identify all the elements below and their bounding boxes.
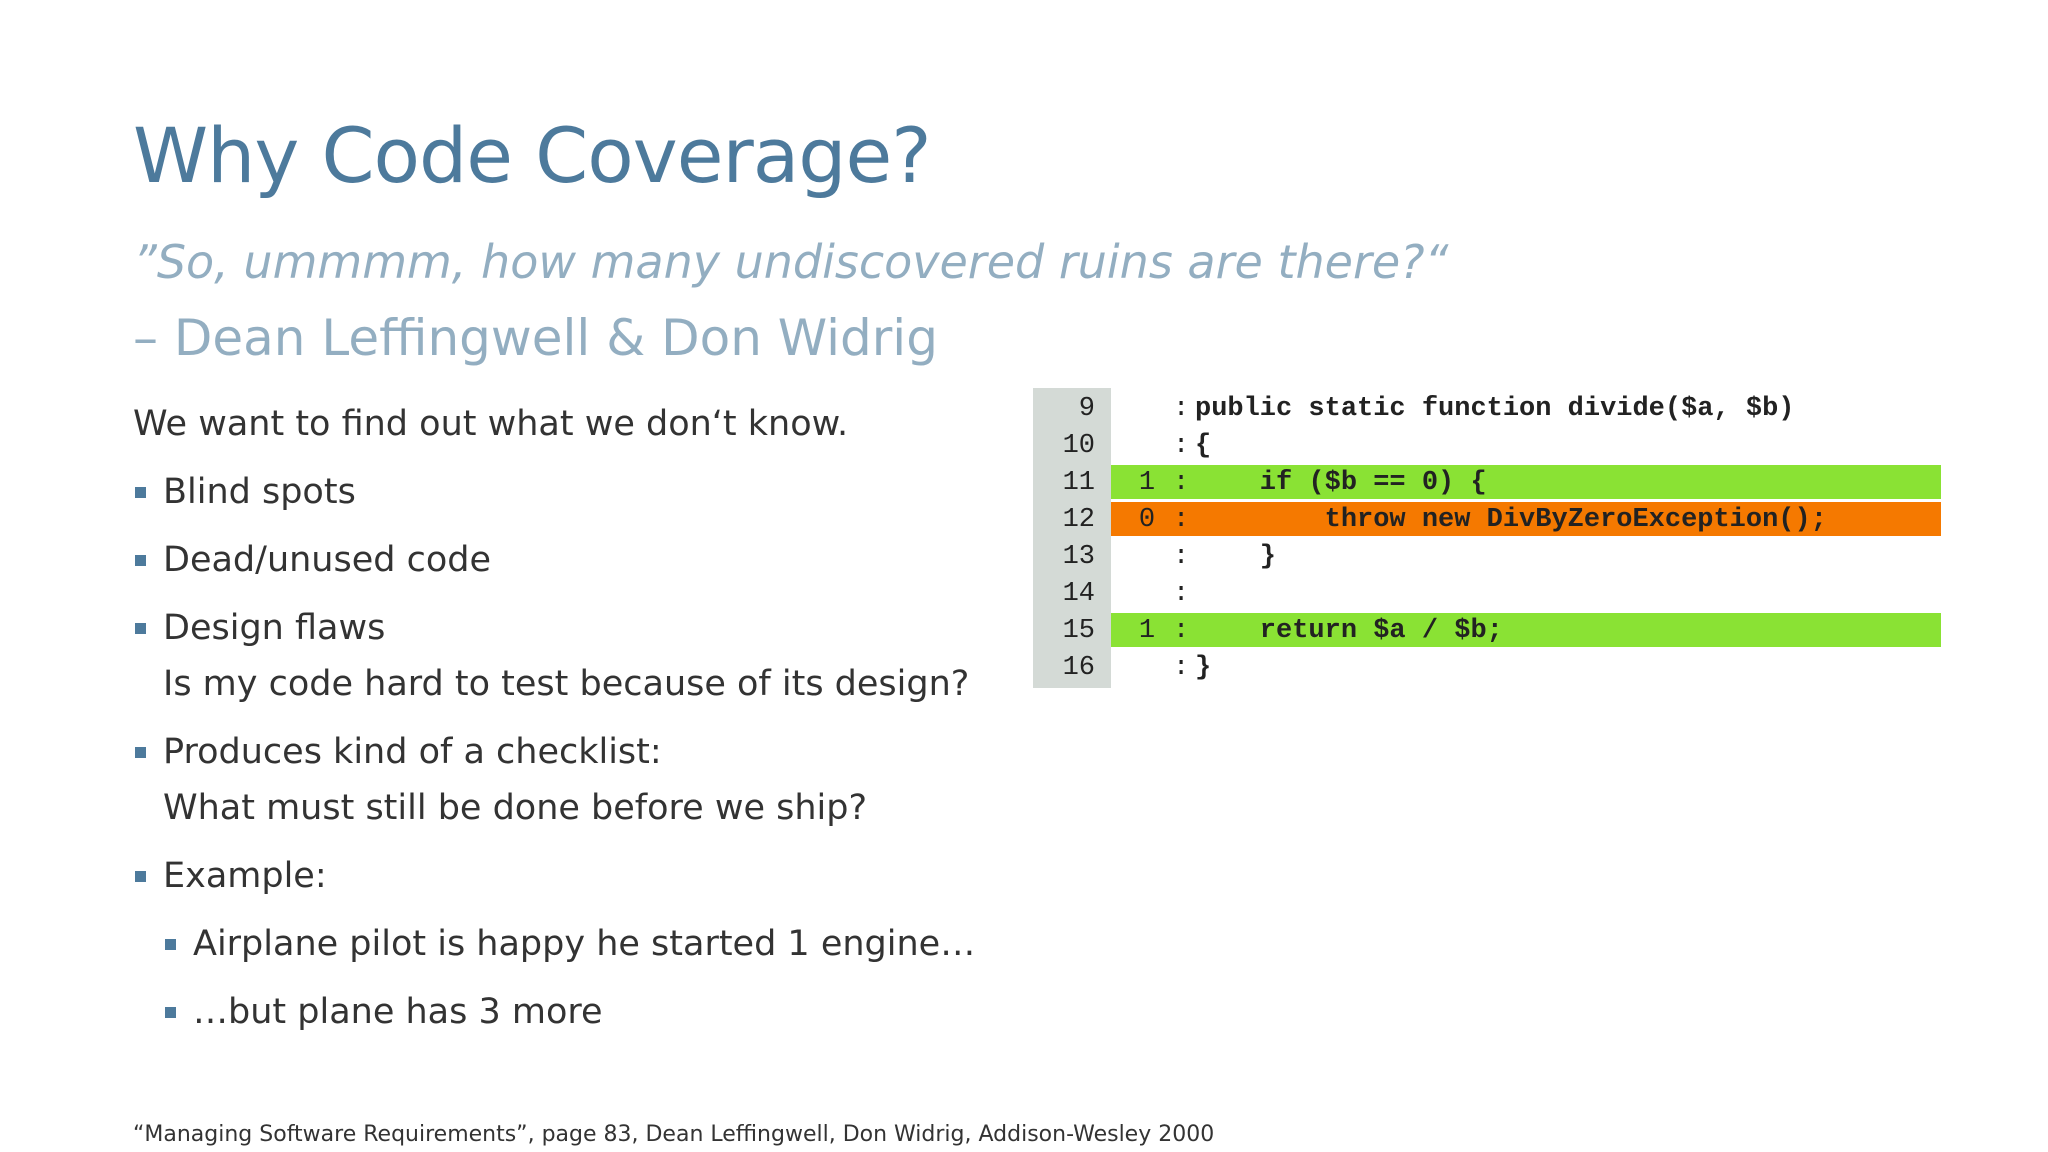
line-number: 10 bbox=[1062, 431, 1095, 461]
bullet-square-icon bbox=[165, 1007, 176, 1018]
separator-colon: : bbox=[1173, 579, 1190, 609]
bullet-square-icon bbox=[135, 871, 146, 882]
separator-colon: : bbox=[1173, 505, 1190, 535]
intro-text: We want to find out what we don‘t know. bbox=[133, 404, 849, 444]
bullet-item bbox=[133, 468, 1013, 516]
separator-colon: : bbox=[1173, 468, 1190, 498]
sub-bullet-text: …but plane has 3 more bbox=[193, 992, 603, 1032]
source-code: return $a / $b; bbox=[1195, 616, 1503, 646]
separator-colon: : bbox=[1173, 616, 1190, 646]
line-number: 14 bbox=[1062, 579, 1095, 609]
separator-colon: : bbox=[1173, 542, 1190, 572]
bullet-item bbox=[133, 852, 1013, 900]
bullet-text: Example: bbox=[163, 856, 327, 896]
bullet-square-icon bbox=[135, 555, 146, 566]
separator-colon: : bbox=[1173, 394, 1190, 424]
line-number: 11 bbox=[1062, 468, 1095, 498]
bullet-text: Design flaws bbox=[163, 608, 386, 648]
hit-count: 1 bbox=[1138, 468, 1156, 498]
line-number: 15 bbox=[1062, 616, 1095, 646]
code-line bbox=[1033, 613, 1943, 647]
line-number: 9 bbox=[1078, 394, 1095, 424]
line-number: 12 bbox=[1062, 505, 1095, 535]
bullet-item bbox=[133, 728, 1013, 832]
code-line bbox=[1033, 465, 1943, 499]
bullet-square-icon bbox=[135, 623, 146, 634]
sub-bullet-item bbox=[163, 920, 1013, 968]
line-number: 13 bbox=[1062, 542, 1095, 572]
separator-colon: : bbox=[1173, 431, 1190, 461]
hit-count: 0 bbox=[1138, 505, 1156, 535]
source-code: { bbox=[1195, 431, 1212, 461]
slide-quote: ”So, ummmm, how many undiscovered ruins are there?“ bbox=[133, 235, 1449, 289]
code-line bbox=[1033, 502, 1943, 536]
bullet-text: Blind spots bbox=[163, 472, 356, 512]
source-code: if ($b == 0) { bbox=[1195, 468, 1487, 498]
source-code: public static function divide($a, $b) bbox=[1195, 394, 1795, 424]
footnote-citation: “Managing Software Requirements”, page 83, Dean Leffingwell, Don Widrig, Addison-Wesley 2000 bbox=[133, 1122, 1215, 1147]
code-line bbox=[1033, 650, 1943, 684]
bullet-text: Produces kind of a checklist: bbox=[163, 732, 662, 772]
source-code: throw new DivByZeroException(); bbox=[1195, 505, 1827, 535]
bullet-item bbox=[133, 536, 1013, 584]
line-number: 16 bbox=[1062, 653, 1095, 683]
sub-bullet-item bbox=[163, 988, 1013, 1036]
source-code: } bbox=[1195, 653, 1212, 683]
bullet-continuation: Is my code hard to test because of its design? bbox=[163, 664, 970, 704]
code-line bbox=[1033, 576, 1943, 610]
sub-bullet-text: Airplane pilot is happy he started 1 engine… bbox=[193, 924, 976, 964]
separator-colon: : bbox=[1173, 653, 1190, 683]
bullet-square-icon bbox=[135, 487, 146, 498]
bullet-item bbox=[133, 604, 1013, 708]
quote-author: – Dean Leffingwell & Don Widrig bbox=[133, 309, 938, 367]
slide-title: Why Code Coverage? bbox=[133, 111, 931, 200]
code-line bbox=[1033, 391, 1943, 425]
code-line bbox=[1033, 539, 1943, 573]
code-coverage-listing bbox=[1033, 388, 1943, 688]
source-code: } bbox=[1195, 542, 1277, 572]
bullet-square-icon bbox=[135, 747, 146, 758]
code-line bbox=[1033, 428, 1943, 462]
bullet-square-icon bbox=[165, 939, 176, 950]
hit-count: 1 bbox=[1138, 616, 1156, 646]
bullet-text: Dead/unused code bbox=[163, 540, 492, 580]
bullet-continuation: What must still be done before we ship? bbox=[163, 788, 868, 828]
bullet-list bbox=[133, 400, 1013, 1056]
